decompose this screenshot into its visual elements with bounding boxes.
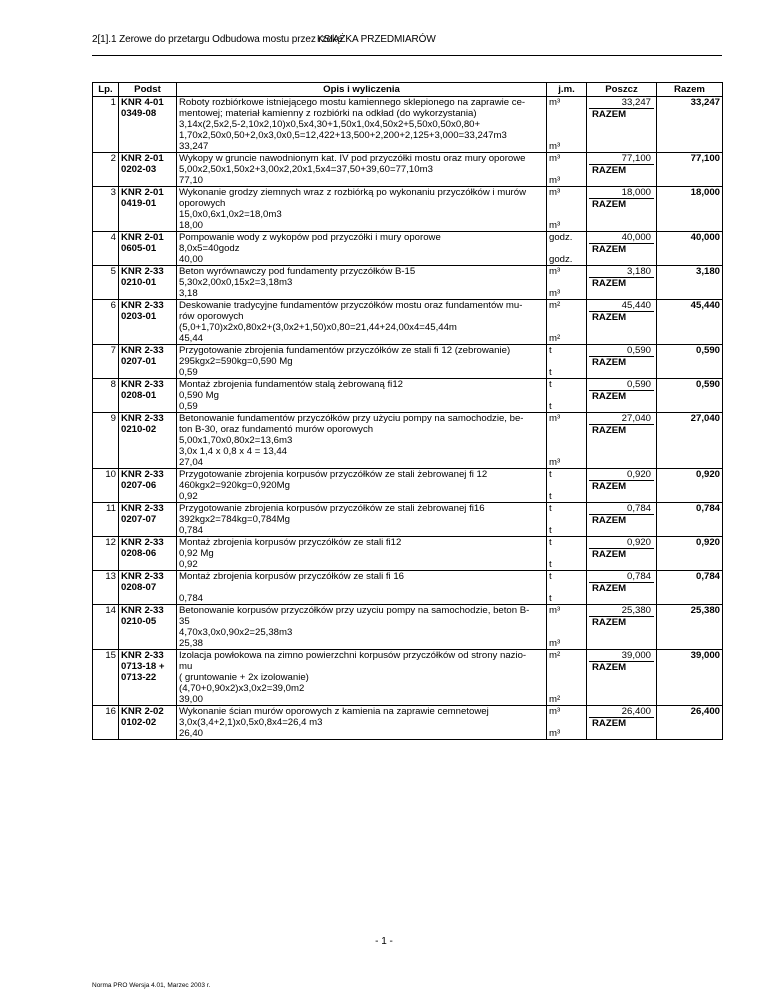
row-description: Przygotowanie zbrojenia fundamentów przyczółków ze stali fi 12 (zebrowanie) 295kgx2=590kg=0,590 Mg 0,59 — [177, 345, 547, 379]
row-poszcz: 26,400 — [621, 706, 651, 717]
document-title-text: 2[1].1 Zerowe do przetargu Odbudowa mostu przez rzeke — [92, 34, 343, 45]
row-poszcz: 0,784 — [626, 571, 651, 582]
row-unit: t t — [547, 503, 587, 537]
row-lp: 11 — [93, 503, 119, 537]
row-poszcz-cell — [587, 571, 657, 605]
document-section-title: KSIĄŻKA PRZEDMIARÓW — [317, 34, 436, 45]
row-razem: 0,784 — [657, 503, 723, 537]
row-lp: 6 — [93, 300, 119, 345]
row-razem: 77,100 — [657, 153, 723, 187]
row-code: KNR 2-33 0210-05 — [119, 605, 177, 650]
footer-software-version: Norma PRO Wersja 4.01, Marzec 2003 r. — [92, 982, 211, 989]
table-row — [93, 232, 723, 266]
col-header-jm: j.m. — [547, 83, 587, 97]
table-row — [93, 97, 723, 153]
row-razem-label: RAZEM — [589, 661, 654, 673]
row-code: KNR 2-33 0203-01 — [119, 300, 177, 345]
document-title — [92, 34, 436, 45]
table-row — [93, 379, 723, 413]
row-description: Montaż zbrojenia fundamentów stalą żebrowaną fi12 0,590 Mg 0,59 — [177, 379, 547, 413]
row-unit: t t — [547, 345, 587, 379]
col-header-lp: Lp. — [93, 83, 119, 97]
row-description: Deskowanie tradycyjne fundamentów przyczółków mostu oraz fundamentów mu- rów oporowych (5,0+1,70)x2x0,80x2+(3,0x2+1,50)x0,80=21,44+24,00x4=45,44m 45,44 — [177, 300, 547, 345]
row-poszcz: 25,380 — [621, 605, 651, 616]
row-poszcz-cell — [587, 232, 657, 266]
col-header-podst: Podst — [119, 83, 177, 97]
row-code: KNR 2-33 0208-06 — [119, 537, 177, 571]
row-unit: t t — [547, 379, 587, 413]
table-row — [93, 537, 723, 571]
row-lp: 9 — [93, 413, 119, 469]
row-poszcz: 0,590 — [626, 379, 651, 390]
row-code: KNR 2-01 0605-01 — [119, 232, 177, 266]
row-poszcz: 0,920 — [626, 469, 651, 480]
row-poszcz-cell — [587, 300, 657, 345]
table-row — [93, 605, 723, 650]
row-lp: 13 — [93, 571, 119, 605]
row-poszcz-cell — [587, 345, 657, 379]
row-code: KNR 2-01 0202-03 — [119, 153, 177, 187]
row-unit: m³ m³ — [547, 97, 587, 153]
table-row — [93, 413, 723, 469]
col-header-opis: Opis i wyliczenia — [177, 83, 547, 97]
row-lp: 2 — [93, 153, 119, 187]
row-poszcz-cell — [587, 97, 657, 153]
row-razem: 0,920 — [657, 469, 723, 503]
row-unit: t t — [547, 469, 587, 503]
row-code: KNR 2-33 0210-01 — [119, 266, 177, 300]
row-razem-label: RAZEM — [589, 311, 654, 323]
row-unit: m³ m³ — [547, 187, 587, 232]
row-code: KNR 2-33 0208-07 — [119, 571, 177, 605]
table-row — [93, 266, 723, 300]
row-razem-label: RAZEM — [589, 277, 654, 289]
row-poszcz-cell — [587, 650, 657, 706]
row-razem: 0,784 — [657, 571, 723, 605]
row-description: Wykopy w gruncie nawodnionym kat. IV pod przyczółki mostu oraz mury oporowe 5,00x2,50x1,50x2+3,00x2,20x1,5x4=37,50+39,60=77,10m3 77,10 — [177, 153, 547, 187]
row-description: Wykonanie grodzy ziemnych wraz z rozbiórką po wykonaniu przyczółków i murów oporowych 15,0x0,6x1,0x2=18,0m3 18,00 — [177, 187, 547, 232]
row-razem-label: RAZEM — [589, 582, 654, 594]
row-poszcz: 33,247 — [621, 97, 651, 108]
row-poszcz-cell — [587, 379, 657, 413]
row-poszcz-cell — [587, 469, 657, 503]
row-poszcz-cell — [587, 706, 657, 740]
row-poszcz-cell — [587, 503, 657, 537]
row-razem-label: RAZEM — [589, 108, 654, 120]
row-lp: 8 — [93, 379, 119, 413]
table-row — [93, 650, 723, 706]
row-description: Przygotowanie zbrojenia korpusów przyczółków ze stali żebrowanej fi 12 460kgx2=920kg=0,920Mg 0,92 — [177, 469, 547, 503]
row-poszcz: 3,180 — [626, 266, 651, 277]
row-poszcz: 77,100 — [621, 153, 651, 164]
row-poszcz: 0,920 — [626, 537, 651, 548]
row-poszcz-cell — [587, 266, 657, 300]
row-unit: m³ m³ — [547, 706, 587, 740]
row-description: Beton wyrównawczy pod fundamenty przyczółków B-15 5,30x2,00x0,15x2=3,18m3 3,18 — [177, 266, 547, 300]
row-unit: m² m² — [547, 300, 587, 345]
col-header-poszcz: Poszcz — [587, 83, 657, 97]
header-rule — [92, 55, 722, 56]
row-poszcz-cell — [587, 187, 657, 232]
row-poszcz: 27,040 — [621, 413, 651, 424]
row-razem: 3,180 — [657, 266, 723, 300]
row-razem-label: RAZEM — [589, 243, 654, 255]
row-razem-label: RAZEM — [589, 514, 654, 526]
row-code: KNR 2-33 0713-18 + 0713-22 — [119, 650, 177, 706]
row-lp: 1 — [93, 97, 119, 153]
row-razem-label: RAZEM — [589, 616, 654, 628]
row-razem: 39,000 — [657, 650, 723, 706]
row-code: KNR 2-01 0419-01 — [119, 187, 177, 232]
row-razem: 25,380 — [657, 605, 723, 650]
row-lp: 14 — [93, 605, 119, 650]
row-description: Roboty rozbiórkowe istniejącego mostu kamiennego sklepionego na zaprawie ce- mentowej; materiał kamienny z rozbiórki na odkład (do wykorzystania) 3,14x(2,5x2,5-2,10x2,10)x0,5x4,30+1,50x1,0x4,50x2+5,50x0,50x0,80+ 1,70x2,50x0,50+2,0x3,0x0,5=12,422+13,500+2,200+2,125+3,000=33,247m3 33,247 — [177, 97, 547, 153]
row-razem: 33,247 — [657, 97, 723, 153]
row-unit: m³ m³ — [547, 266, 587, 300]
row-poszcz: 0,784 — [626, 503, 651, 514]
row-description: Betonowanie korpusów przyczółków przy uzyciu pompy na samochodzie, beton B- 35 4,70x3,0x0,90x2=25,38m3 25,38 — [177, 605, 547, 650]
row-lp: 16 — [93, 706, 119, 740]
row-poszcz-cell — [587, 605, 657, 650]
row-unit: t t — [547, 537, 587, 571]
row-lp: 4 — [93, 232, 119, 266]
row-poszcz-cell — [587, 153, 657, 187]
row-razem-label: RAZEM — [589, 548, 654, 560]
row-razem-label: RAZEM — [589, 480, 654, 492]
row-poszcz-cell — [587, 413, 657, 469]
row-poszcz: 40,000 — [621, 232, 651, 243]
table-row — [93, 503, 723, 537]
row-description: Montaż zbrojenia korpusów przyczółków ze stali fi 16 0,784 — [177, 571, 547, 605]
row-razem: 18,000 — [657, 187, 723, 232]
row-razem-label: RAZEM — [589, 198, 654, 210]
row-lp: 5 — [93, 266, 119, 300]
row-poszcz: 45,440 — [621, 300, 651, 311]
row-unit: m³ m³ — [547, 153, 587, 187]
row-code: KNR 2-33 0207-01 — [119, 345, 177, 379]
table-row — [93, 300, 723, 345]
row-poszcz: 39,000 — [621, 650, 651, 661]
row-description: Wykonanie ścian murów oporowych z kamienia na zaprawie cemnetowej 3,0x(3,4+2,1)x0,5x0,8x4=26,4 m3 26,40 — [177, 706, 547, 740]
row-poszcz-cell — [587, 537, 657, 571]
row-code: KNR 2-33 0207-06 — [119, 469, 177, 503]
row-unit: m² m² — [547, 650, 587, 706]
table-row — [93, 153, 723, 187]
row-unit: m³ m³ — [547, 605, 587, 650]
row-razem: 0,920 — [657, 537, 723, 571]
row-description: Izolacja powłokowa na zimno powierzchni korpusów przyczółków od strony nazio- mu ( gruntowanie + 2x izolowanie) (4,70+0,90x2)x3,0x2=39,0m2 39,00 — [177, 650, 547, 706]
table-row — [93, 345, 723, 379]
row-razem: 45,440 — [657, 300, 723, 345]
row-description: Pompowanie wody z wykopów pod przyczółki i mury oporowe 8,0x5=40godz 40,00 — [177, 232, 547, 266]
row-lp: 7 — [93, 345, 119, 379]
table-row — [93, 706, 723, 740]
row-description: Montaż zbrojenia korpusów przyczółków ze stali fi12 0,92 Mg 0,92 — [177, 537, 547, 571]
row-razem: 27,040 — [657, 413, 723, 469]
row-razem-label: RAZEM — [589, 717, 654, 729]
page-number: - 1 - — [375, 936, 393, 947]
table-header-row — [93, 83, 723, 97]
table-row — [93, 187, 723, 232]
row-razem: 26,400 — [657, 706, 723, 740]
row-code: KNR 2-33 0210-02 — [119, 413, 177, 469]
row-unit: godz. godz. — [547, 232, 587, 266]
row-razem: 0,590 — [657, 379, 723, 413]
row-unit: t t — [547, 571, 587, 605]
row-lp: 10 — [93, 469, 119, 503]
bill-of-quantities-table — [92, 82, 723, 740]
row-razem-label: RAZEM — [589, 164, 654, 176]
row-razem-label: RAZEM — [589, 356, 654, 368]
row-poszcz: 0,590 — [626, 345, 651, 356]
row-lp: 12 — [93, 537, 119, 571]
row-razem: 40,000 — [657, 232, 723, 266]
row-razem: 0,590 — [657, 345, 723, 379]
row-code: KNR 2-33 0207-07 — [119, 503, 177, 537]
col-header-razem: Razem — [657, 83, 723, 97]
table-row — [93, 571, 723, 605]
row-lp: 15 — [93, 650, 119, 706]
row-poszcz: 18,000 — [621, 187, 651, 198]
row-razem-label: RAZEM — [589, 390, 654, 402]
row-code: KNR 2-33 0208-01 — [119, 379, 177, 413]
row-description: Betonowanie fundamentów przyczółków przy użyciu pompy na samochodzie, be- ton B-30, oraz fundamentó murów oporowych 5,00x1,70x0,80x2=13,6m3 3,0x 1,4 x 0,8 x 4 = 13,44 27,04 — [177, 413, 547, 469]
row-razem-label: RAZEM — [589, 424, 654, 436]
row-code: KNR 2-02 0102-02 — [119, 706, 177, 740]
table-row — [93, 469, 723, 503]
row-code: KNR 4-01 0349-08 — [119, 97, 177, 153]
row-unit: m³ m³ — [547, 413, 587, 469]
row-lp: 3 — [93, 187, 119, 232]
row-description: Przygotowanie zbrojenia korpusów przyczółków ze stali żebrowanej fi16 392kgx2=784kg=0,784Mg 0,784 — [177, 503, 547, 537]
